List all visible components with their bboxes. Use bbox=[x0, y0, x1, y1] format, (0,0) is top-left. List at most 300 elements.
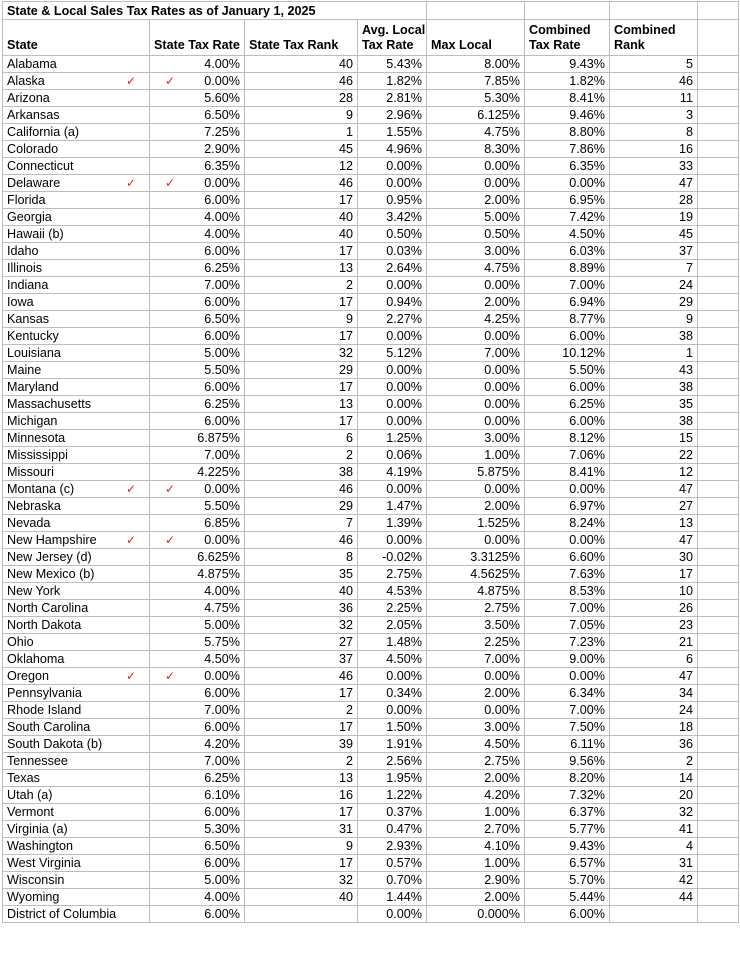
empty-cell[interactable] bbox=[698, 872, 739, 889]
state-tax-rank-cell[interactable]: 46 bbox=[245, 73, 358, 90]
combined-rank-cell[interactable]: 19 bbox=[610, 209, 698, 226]
combined-tax-rate-cell[interactable]: 0.00% bbox=[525, 481, 610, 498]
combined-rank-cell[interactable]: 46 bbox=[610, 73, 698, 90]
combined-tax-rate-cell[interactable]: 9.56% bbox=[525, 753, 610, 770]
state-cell[interactable] bbox=[3, 158, 150, 175]
avg-local-rate-cell[interactable]: 2.93% bbox=[358, 838, 427, 855]
combined-tax-rate-cell[interactable]: 6.00% bbox=[525, 413, 610, 430]
max-local-rate-cell[interactable]: 4.50% bbox=[427, 736, 525, 753]
max-local-rate-cell[interactable]: 0.00% bbox=[427, 362, 525, 379]
combined-tax-rate-cell[interactable]: 6.95% bbox=[525, 192, 610, 209]
combined-rank-cell[interactable]: 35 bbox=[610, 396, 698, 413]
state-tax-rate-cell[interactable] bbox=[150, 158, 245, 175]
max-local-rate-cell[interactable]: 7.85% bbox=[427, 73, 525, 90]
combined-tax-rate-cell[interactable]: 6.60% bbox=[525, 549, 610, 566]
state-cell[interactable] bbox=[3, 515, 150, 532]
state-tax-rank-cell[interactable]: 2 bbox=[245, 447, 358, 464]
state-cell[interactable] bbox=[3, 90, 150, 107]
state-cell[interactable] bbox=[3, 464, 150, 481]
combined-tax-rate-cell[interactable]: 4.50% bbox=[525, 226, 610, 243]
state-cell[interactable] bbox=[3, 107, 150, 124]
empty-cell[interactable] bbox=[698, 192, 739, 209]
title-empty-cell[interactable] bbox=[427, 2, 525, 20]
combined-rank-cell[interactable]: 24 bbox=[610, 277, 698, 294]
state-cell[interactable] bbox=[3, 141, 150, 158]
avg-local-rate-cell[interactable]: 1.25% bbox=[358, 430, 427, 447]
combined-tax-rate-cell[interactable]: 9.00% bbox=[525, 651, 610, 668]
state-cell[interactable] bbox=[3, 243, 150, 260]
header-state-tax-rank[interactable]: State Tax Rank bbox=[245, 20, 358, 56]
avg-local-rate-cell[interactable]: 0.06% bbox=[358, 447, 427, 464]
empty-cell[interactable] bbox=[698, 464, 739, 481]
state-tax-rank-cell[interactable]: 17 bbox=[245, 243, 358, 260]
combined-rank-cell[interactable]: 5 bbox=[610, 56, 698, 73]
state-tax-rank-cell[interactable]: 46 bbox=[245, 481, 358, 498]
combined-rank-cell[interactable]: 47 bbox=[610, 175, 698, 192]
state-cell[interactable] bbox=[3, 447, 150, 464]
max-local-rate-cell[interactable]: 2.00% bbox=[427, 889, 525, 906]
combined-tax-rate-cell[interactable]: 0.00% bbox=[525, 175, 610, 192]
empty-cell[interactable] bbox=[698, 243, 739, 260]
state-tax-rate-cell[interactable] bbox=[150, 209, 245, 226]
avg-local-rate-cell[interactable]: 1.50% bbox=[358, 719, 427, 736]
max-local-rate-cell[interactable]: 8.30% bbox=[427, 141, 525, 158]
combined-rank-cell[interactable]: 12 bbox=[610, 464, 698, 481]
max-local-rate-cell[interactable]: 2.25% bbox=[427, 634, 525, 651]
state-tax-rate-cell[interactable] bbox=[150, 294, 245, 311]
empty-cell[interactable] bbox=[698, 158, 739, 175]
max-local-rate-cell[interactable]: 1.00% bbox=[427, 804, 525, 821]
combined-tax-rate-cell[interactable]: 5.44% bbox=[525, 889, 610, 906]
state-tax-rate-cell[interactable] bbox=[150, 396, 245, 413]
max-local-rate-cell[interactable]: 2.75% bbox=[427, 753, 525, 770]
state-tax-rank-cell[interactable] bbox=[245, 906, 358, 923]
combined-tax-rate-cell[interactable]: 7.00% bbox=[525, 600, 610, 617]
state-tax-rank-cell[interactable]: 6 bbox=[245, 430, 358, 447]
max-local-rate-cell[interactable]: 2.90% bbox=[427, 872, 525, 889]
avg-local-rate-cell[interactable]: 0.57% bbox=[358, 855, 427, 872]
combined-rank-cell[interactable]: 32 bbox=[610, 804, 698, 821]
combined-rank-cell[interactable]: 33 bbox=[610, 158, 698, 175]
state-cell[interactable] bbox=[3, 906, 150, 923]
combined-rank-cell[interactable]: 15 bbox=[610, 430, 698, 447]
state-tax-rate-cell[interactable] bbox=[150, 855, 245, 872]
state-tax-rank-cell[interactable]: 40 bbox=[245, 56, 358, 73]
max-local-rate-cell[interactable]: 3.00% bbox=[427, 430, 525, 447]
max-local-rate-cell[interactable]: 0.00% bbox=[427, 413, 525, 430]
state-tax-rate-cell[interactable] bbox=[150, 583, 245, 600]
max-local-rate-cell[interactable]: 8.00% bbox=[427, 56, 525, 73]
state-tax-rate-cell[interactable] bbox=[150, 430, 245, 447]
empty-cell[interactable] bbox=[698, 498, 739, 515]
state-tax-rate-cell[interactable] bbox=[150, 192, 245, 209]
combined-tax-rate-cell[interactable]: 10.12% bbox=[525, 345, 610, 362]
state-tax-rate-cell[interactable] bbox=[150, 277, 245, 294]
combined-tax-rate-cell[interactable]: 1.82% bbox=[525, 73, 610, 90]
max-local-rate-cell[interactable]: 0.00% bbox=[427, 277, 525, 294]
state-cell[interactable] bbox=[3, 277, 150, 294]
state-cell[interactable] bbox=[3, 532, 150, 549]
max-local-rate-cell[interactable]: 2.00% bbox=[427, 498, 525, 515]
state-cell[interactable] bbox=[3, 617, 150, 634]
state-tax-rate-cell[interactable] bbox=[150, 617, 245, 634]
state-tax-rank-cell[interactable]: 12 bbox=[245, 158, 358, 175]
combined-tax-rate-cell[interactable]: 8.20% bbox=[525, 770, 610, 787]
state-cell[interactable] bbox=[3, 855, 150, 872]
avg-local-rate-cell[interactable]: 0.95% bbox=[358, 192, 427, 209]
max-local-rate-cell[interactable]: 2.00% bbox=[427, 294, 525, 311]
avg-local-rate-cell[interactable]: 1.44% bbox=[358, 889, 427, 906]
avg-local-rate-cell[interactable]: 1.47% bbox=[358, 498, 427, 515]
empty-cell[interactable] bbox=[698, 56, 739, 73]
combined-rank-cell[interactable] bbox=[610, 906, 698, 923]
header-avg-local[interactable] bbox=[358, 20, 427, 56]
avg-local-rate-cell[interactable]: 0.00% bbox=[358, 362, 427, 379]
avg-local-rate-cell[interactable]: 0.34% bbox=[358, 685, 427, 702]
header-combined-rank[interactable] bbox=[610, 20, 698, 56]
combined-tax-rate-cell[interactable]: 8.77% bbox=[525, 311, 610, 328]
combined-rank-cell[interactable]: 23 bbox=[610, 617, 698, 634]
combined-tax-rate-cell[interactable]: 5.70% bbox=[525, 872, 610, 889]
state-cell[interactable] bbox=[3, 600, 150, 617]
empty-cell[interactable] bbox=[698, 600, 739, 617]
avg-local-rate-cell[interactable]: 2.25% bbox=[358, 600, 427, 617]
combined-tax-rate-cell[interactable]: 7.05% bbox=[525, 617, 610, 634]
state-cell[interactable] bbox=[3, 804, 150, 821]
avg-local-rate-cell[interactable]: 0.47% bbox=[358, 821, 427, 838]
max-local-rate-cell[interactable]: 1.00% bbox=[427, 855, 525, 872]
state-tax-rank-cell[interactable]: 17 bbox=[245, 328, 358, 345]
combined-rank-cell[interactable]: 4 bbox=[610, 838, 698, 855]
empty-cell[interactable] bbox=[698, 209, 739, 226]
state-tax-rank-cell[interactable]: 17 bbox=[245, 379, 358, 396]
state-cell[interactable] bbox=[3, 192, 150, 209]
state-tax-rank-cell[interactable]: 8 bbox=[245, 549, 358, 566]
state-cell[interactable] bbox=[3, 430, 150, 447]
combined-tax-rate-cell[interactable]: 0.00% bbox=[525, 532, 610, 549]
combined-tax-rate-cell[interactable]: 7.42% bbox=[525, 209, 610, 226]
state-tax-rate-cell[interactable] bbox=[150, 464, 245, 481]
state-tax-rate-cell[interactable] bbox=[150, 73, 245, 90]
max-local-rate-cell[interactable]: 6.125% bbox=[427, 107, 525, 124]
state-tax-rate-cell[interactable] bbox=[150, 243, 245, 260]
state-tax-rate-cell[interactable] bbox=[150, 702, 245, 719]
state-tax-rate-cell[interactable] bbox=[150, 668, 245, 685]
combined-tax-rate-cell[interactable]: 6.25% bbox=[525, 396, 610, 413]
max-local-rate-cell[interactable]: 2.00% bbox=[427, 770, 525, 787]
avg-local-rate-cell[interactable]: 2.75% bbox=[358, 566, 427, 583]
state-cell[interactable] bbox=[3, 362, 150, 379]
header-state-tax-rate[interactable]: State Tax Rate bbox=[150, 20, 245, 56]
state-cell[interactable] bbox=[3, 294, 150, 311]
combined-rank-cell[interactable]: 21 bbox=[610, 634, 698, 651]
combined-rank-cell[interactable]: 38 bbox=[610, 413, 698, 430]
combined-rank-cell[interactable]: 34 bbox=[610, 685, 698, 702]
state-cell[interactable] bbox=[3, 345, 150, 362]
combined-rank-cell[interactable]: 28 bbox=[610, 192, 698, 209]
state-tax-rate-cell[interactable] bbox=[150, 413, 245, 430]
combined-tax-rate-cell[interactable]: 7.00% bbox=[525, 277, 610, 294]
state-tax-rank-cell[interactable]: 39 bbox=[245, 736, 358, 753]
combined-tax-rate-cell[interactable]: 6.37% bbox=[525, 804, 610, 821]
avg-local-rate-cell[interactable]: 0.00% bbox=[358, 328, 427, 345]
combined-tax-rate-cell[interactable]: 7.86% bbox=[525, 141, 610, 158]
combined-rank-cell[interactable]: 27 bbox=[610, 498, 698, 515]
state-cell[interactable] bbox=[3, 260, 150, 277]
state-tax-rate-cell[interactable] bbox=[150, 719, 245, 736]
state-cell[interactable] bbox=[3, 787, 150, 804]
state-tax-rate-cell[interactable] bbox=[150, 175, 245, 192]
header-state[interactable]: State bbox=[3, 20, 150, 56]
state-tax-rate-cell[interactable] bbox=[150, 872, 245, 889]
state-tax-rate-cell[interactable] bbox=[150, 634, 245, 651]
state-cell[interactable] bbox=[3, 56, 150, 73]
combined-rank-cell[interactable]: 9 bbox=[610, 311, 698, 328]
combined-rank-cell[interactable]: 3 bbox=[610, 107, 698, 124]
empty-cell[interactable] bbox=[698, 770, 739, 787]
state-tax-rank-cell[interactable]: 37 bbox=[245, 651, 358, 668]
empty-cell[interactable] bbox=[698, 294, 739, 311]
state-cell[interactable] bbox=[3, 498, 150, 515]
avg-local-rate-cell[interactable]: 4.50% bbox=[358, 651, 427, 668]
empty-cell[interactable] bbox=[698, 685, 739, 702]
empty-cell[interactable] bbox=[698, 345, 739, 362]
combined-tax-rate-cell[interactable]: 5.77% bbox=[525, 821, 610, 838]
combined-rank-cell[interactable]: 10 bbox=[610, 583, 698, 600]
empty-cell[interactable] bbox=[698, 124, 739, 141]
combined-tax-rate-cell[interactable]: 6.34% bbox=[525, 685, 610, 702]
empty-cell[interactable] bbox=[698, 107, 739, 124]
state-cell[interactable] bbox=[3, 396, 150, 413]
state-cell[interactable] bbox=[3, 821, 150, 838]
combined-rank-cell[interactable]: 6 bbox=[610, 651, 698, 668]
max-local-rate-cell[interactable]: 0.00% bbox=[427, 481, 525, 498]
max-local-rate-cell[interactable]: 0.00% bbox=[427, 396, 525, 413]
max-local-rate-cell[interactable]: 4.75% bbox=[427, 260, 525, 277]
state-tax-rate-cell[interactable] bbox=[150, 107, 245, 124]
empty-cell[interactable] bbox=[698, 362, 739, 379]
combined-rank-cell[interactable]: 7 bbox=[610, 260, 698, 277]
avg-local-rate-cell[interactable]: 0.00% bbox=[358, 158, 427, 175]
combined-tax-rate-cell[interactable]: 8.80% bbox=[525, 124, 610, 141]
state-cell[interactable] bbox=[3, 379, 150, 396]
avg-local-rate-cell[interactable]: 0.00% bbox=[358, 379, 427, 396]
state-tax-rate-cell[interactable] bbox=[150, 447, 245, 464]
avg-local-rate-cell[interactable]: 0.00% bbox=[358, 413, 427, 430]
max-local-rate-cell[interactable]: 0.00% bbox=[427, 702, 525, 719]
empty-cell[interactable] bbox=[698, 90, 739, 107]
max-local-rate-cell[interactable]: 4.20% bbox=[427, 787, 525, 804]
max-local-rate-cell[interactable]: 0.000% bbox=[427, 906, 525, 923]
avg-local-rate-cell[interactable]: 1.55% bbox=[358, 124, 427, 141]
avg-local-rate-cell[interactable]: 4.53% bbox=[358, 583, 427, 600]
combined-rank-cell[interactable]: 47 bbox=[610, 668, 698, 685]
combined-rank-cell[interactable]: 22 bbox=[610, 447, 698, 464]
combined-rank-cell[interactable]: 38 bbox=[610, 328, 698, 345]
combined-tax-rate-cell[interactable]: 7.23% bbox=[525, 634, 610, 651]
combined-rank-cell[interactable]: 24 bbox=[610, 702, 698, 719]
state-tax-rate-cell[interactable] bbox=[150, 685, 245, 702]
state-tax-rank-cell[interactable]: 13 bbox=[245, 396, 358, 413]
combined-tax-rate-cell[interactable]: 8.89% bbox=[525, 260, 610, 277]
avg-local-rate-cell[interactable]: 5.43% bbox=[358, 56, 427, 73]
state-tax-rank-cell[interactable]: 17 bbox=[245, 804, 358, 821]
state-tax-rank-cell[interactable]: 9 bbox=[245, 311, 358, 328]
state-cell[interactable] bbox=[3, 651, 150, 668]
combined-rank-cell[interactable]: 47 bbox=[610, 481, 698, 498]
state-tax-rank-cell[interactable]: 17 bbox=[245, 855, 358, 872]
state-tax-rate-cell[interactable] bbox=[150, 481, 245, 498]
avg-local-rate-cell[interactable]: 1.48% bbox=[358, 634, 427, 651]
combined-rank-cell[interactable]: 31 bbox=[610, 855, 698, 872]
max-local-rate-cell[interactable]: 4.25% bbox=[427, 311, 525, 328]
combined-tax-rate-cell[interactable]: 6.57% bbox=[525, 855, 610, 872]
avg-local-rate-cell[interactable]: 5.12% bbox=[358, 345, 427, 362]
state-tax-rank-cell[interactable]: 17 bbox=[245, 685, 358, 702]
avg-local-rate-cell[interactable]: 0.00% bbox=[358, 668, 427, 685]
state-cell[interactable] bbox=[3, 753, 150, 770]
combined-tax-rate-cell[interactable]: 6.35% bbox=[525, 158, 610, 175]
state-tax-rate-cell[interactable] bbox=[150, 260, 245, 277]
avg-local-rate-cell[interactable]: 2.64% bbox=[358, 260, 427, 277]
empty-cell[interactable] bbox=[698, 583, 739, 600]
combined-rank-cell[interactable]: 42 bbox=[610, 872, 698, 889]
state-cell[interactable] bbox=[3, 226, 150, 243]
state-tax-rate-cell[interactable] bbox=[150, 838, 245, 855]
avg-local-rate-cell[interactable]: 4.19% bbox=[358, 464, 427, 481]
combined-tax-rate-cell[interactable]: 6.11% bbox=[525, 736, 610, 753]
state-cell[interactable] bbox=[3, 668, 150, 685]
empty-cell[interactable] bbox=[698, 396, 739, 413]
empty-cell[interactable] bbox=[698, 481, 739, 498]
state-cell[interactable] bbox=[3, 124, 150, 141]
empty-cell[interactable] bbox=[698, 311, 739, 328]
empty-cell[interactable] bbox=[698, 141, 739, 158]
empty-cell[interactable] bbox=[698, 821, 739, 838]
combined-rank-cell[interactable]: 14 bbox=[610, 770, 698, 787]
avg-local-rate-cell[interactable]: 0.03% bbox=[358, 243, 427, 260]
avg-local-rate-cell[interactable]: 1.91% bbox=[358, 736, 427, 753]
empty-cell[interactable] bbox=[698, 447, 739, 464]
state-tax-rate-cell[interactable] bbox=[150, 753, 245, 770]
state-tax-rate-cell[interactable] bbox=[150, 141, 245, 158]
state-tax-rate-cell[interactable] bbox=[150, 379, 245, 396]
state-tax-rate-cell[interactable] bbox=[150, 362, 245, 379]
max-local-rate-cell[interactable]: 3.3125% bbox=[427, 549, 525, 566]
combined-rank-cell[interactable]: 16 bbox=[610, 141, 698, 158]
empty-cell[interactable] bbox=[698, 413, 739, 430]
max-local-rate-cell[interactable]: 2.00% bbox=[427, 685, 525, 702]
state-tax-rate-cell[interactable] bbox=[150, 56, 245, 73]
state-cell[interactable] bbox=[3, 413, 150, 430]
combined-tax-rate-cell[interactable]: 8.12% bbox=[525, 430, 610, 447]
title-empty-cell[interactable] bbox=[698, 2, 739, 20]
state-tax-rate-cell[interactable] bbox=[150, 311, 245, 328]
combined-rank-cell[interactable]: 45 bbox=[610, 226, 698, 243]
max-local-rate-cell[interactable]: 4.10% bbox=[427, 838, 525, 855]
empty-cell[interactable] bbox=[698, 260, 739, 277]
max-local-rate-cell[interactable]: 0.00% bbox=[427, 158, 525, 175]
state-tax-rank-cell[interactable]: 2 bbox=[245, 277, 358, 294]
max-local-rate-cell[interactable]: 0.50% bbox=[427, 226, 525, 243]
combined-tax-rate-cell[interactable]: 9.43% bbox=[525, 838, 610, 855]
avg-local-rate-cell[interactable]: 0.00% bbox=[358, 532, 427, 549]
state-cell[interactable] bbox=[3, 719, 150, 736]
empty-cell[interactable] bbox=[698, 328, 739, 345]
empty-cell[interactable] bbox=[698, 277, 739, 294]
avg-local-rate-cell[interactable]: -0.02% bbox=[358, 549, 427, 566]
state-tax-rank-cell[interactable]: 2 bbox=[245, 702, 358, 719]
state-tax-rank-cell[interactable]: 45 bbox=[245, 141, 358, 158]
state-cell[interactable] bbox=[3, 583, 150, 600]
state-cell[interactable] bbox=[3, 838, 150, 855]
combined-rank-cell[interactable]: 29 bbox=[610, 294, 698, 311]
state-cell[interactable] bbox=[3, 311, 150, 328]
state-tax-rank-cell[interactable]: 27 bbox=[245, 634, 358, 651]
empty-cell[interactable] bbox=[698, 651, 739, 668]
state-cell[interactable] bbox=[3, 175, 150, 192]
max-local-rate-cell[interactable]: 7.00% bbox=[427, 345, 525, 362]
empty-cell[interactable] bbox=[698, 634, 739, 651]
avg-local-rate-cell[interactable]: 1.39% bbox=[358, 515, 427, 532]
avg-local-rate-cell[interactable]: 1.22% bbox=[358, 787, 427, 804]
state-tax-rank-cell[interactable]: 17 bbox=[245, 294, 358, 311]
state-tax-rank-cell[interactable]: 31 bbox=[245, 821, 358, 838]
state-tax-rank-cell[interactable]: 9 bbox=[245, 107, 358, 124]
combined-tax-rate-cell[interactable]: 7.63% bbox=[525, 566, 610, 583]
avg-local-rate-cell[interactable]: 0.00% bbox=[358, 277, 427, 294]
avg-local-rate-cell[interactable]: 0.37% bbox=[358, 804, 427, 821]
state-tax-rank-cell[interactable]: 2 bbox=[245, 753, 358, 770]
avg-local-rate-cell[interactable]: 0.00% bbox=[358, 481, 427, 498]
header-max-local[interactable]: Max Local bbox=[427, 20, 525, 56]
state-tax-rate-cell[interactable] bbox=[150, 889, 245, 906]
empty-cell[interactable] bbox=[698, 889, 739, 906]
combined-rank-cell[interactable]: 36 bbox=[610, 736, 698, 753]
state-tax-rank-cell[interactable]: 32 bbox=[245, 617, 358, 634]
max-local-rate-cell[interactable]: 3.50% bbox=[427, 617, 525, 634]
combined-rank-cell[interactable]: 17 bbox=[610, 566, 698, 583]
empty-cell[interactable] bbox=[698, 549, 739, 566]
max-local-rate-cell[interactable]: 5.875% bbox=[427, 464, 525, 481]
state-cell[interactable] bbox=[3, 634, 150, 651]
state-tax-rank-cell[interactable]: 7 bbox=[245, 515, 358, 532]
max-local-rate-cell[interactable]: 0.00% bbox=[427, 379, 525, 396]
state-tax-rank-cell[interactable]: 32 bbox=[245, 345, 358, 362]
state-cell[interactable] bbox=[3, 872, 150, 889]
state-tax-rank-cell[interactable]: 36 bbox=[245, 600, 358, 617]
state-tax-rate-cell[interactable] bbox=[150, 345, 245, 362]
state-cell[interactable] bbox=[3, 549, 150, 566]
state-tax-rank-cell[interactable]: 46 bbox=[245, 668, 358, 685]
combined-tax-rate-cell[interactable]: 6.00% bbox=[525, 379, 610, 396]
state-tax-rank-cell[interactable]: 40 bbox=[245, 226, 358, 243]
avg-local-rate-cell[interactable]: 2.56% bbox=[358, 753, 427, 770]
avg-local-rate-cell[interactable]: 0.70% bbox=[358, 872, 427, 889]
max-local-rate-cell[interactable]: 0.00% bbox=[427, 668, 525, 685]
combined-rank-cell[interactable]: 37 bbox=[610, 243, 698, 260]
sheet-title[interactable]: State & Local Sales Tax Rates as of January 1, 2025 bbox=[3, 2, 358, 20]
combined-rank-cell[interactable]: 2 bbox=[610, 753, 698, 770]
state-tax-rank-cell[interactable]: 13 bbox=[245, 770, 358, 787]
avg-local-rate-cell[interactable]: 1.82% bbox=[358, 73, 427, 90]
combined-rank-cell[interactable]: 18 bbox=[610, 719, 698, 736]
state-tax-rate-cell[interactable] bbox=[150, 90, 245, 107]
state-tax-rank-cell[interactable]: 17 bbox=[245, 413, 358, 430]
header-empty-cell[interactable] bbox=[698, 20, 739, 56]
combined-tax-rate-cell[interactable]: 7.00% bbox=[525, 702, 610, 719]
state-cell[interactable] bbox=[3, 702, 150, 719]
